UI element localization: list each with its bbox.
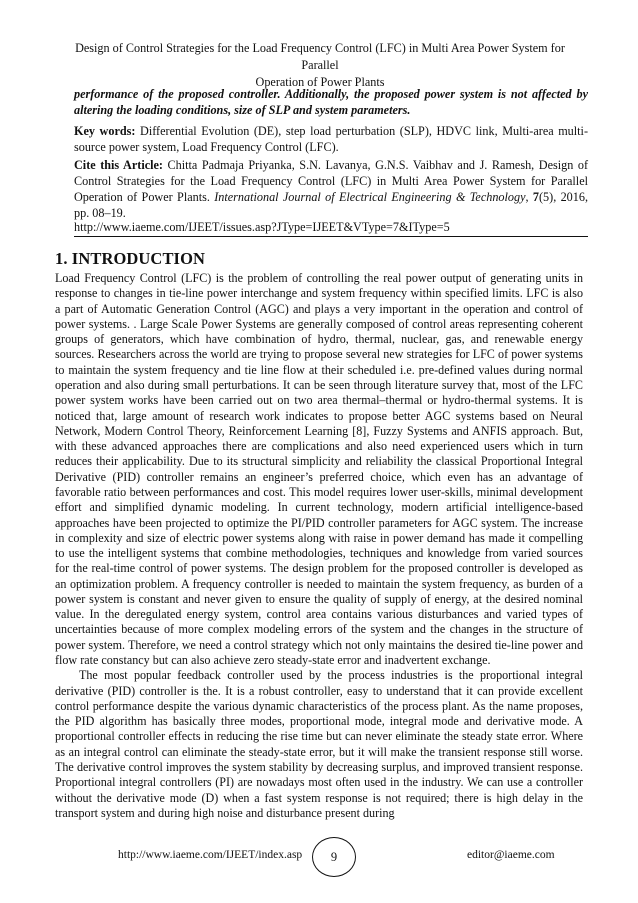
citation-issue-pages: (5), 2016, pp. 08–19. — [74, 190, 589, 220]
page-number — [312, 837, 356, 877]
page-number-text: 9 — [330, 849, 338, 864]
citation-url[interactable]: http://www.iaeme.com/IJEET/issues.asp?JType=IJEET&VType=7&IType=5 — [74, 220, 450, 234]
running-title-line2: Operation of Power Plants — [255, 75, 385, 89]
paragraph-1: Load Frequency Control (LFC) is the problem of controlling the real power output of generating units in response to changes in tie-line power interchange and system frequency within specified limits. LFC is also a part of Automatic Generation Control (AGC) and plays a very important in the operation and control of power systems. . Large Scale Power Systems are generally composed of control areas representing coherent groups of generators, which have combination of hydro, thermal, nuclear, gas, and renewable energy sources. Researchers across the world are trying to propose several new strategies for LFC of power systems to maintain the system frequency and tie line flow at their scheduled i.e. pre-defined values during normal operation and also during small perturbations. It can be seen through literature survey that, most of the LFC power system works have been carried out on two area thermal–thermal or hydro-thermal systems. It is noticed that, large amount of research work indicates to propose better AGC systems based on Neural Network, Modern Control Theory, Reinforcement Learning [8], Fuzzy Systems and ANFIS approach. But, with these advanced approaches there are complications and also need experienced users which in turn reduces their applicability. Due to its structural simplicity and reliability the classical Proportional Integral Derivative (PID) controller remains an engineer’s preferred choice, which even has an advantage of favorable ratio between performances and cost. This model requires lower user-skills, minimal development effort and simplified dynamic modeling. In current technology, modern artificial intelligence-based approaches have been projected to optimize the PI/PID controller parameters for AGC system. The increase in complexity and size of electric power systems along with raise in power demand has made it compelling to use the intelligent systems that combine methodologies, techniques and knowledge from varied sources for the real-time control of power systems. The design problem for the proposed controller is developed as an optimization problem. A frequency controller is needed to maintain the system frequency, as burden of a power system is constant and never given to ensure the quality of supply of energy, at the desired nominal value. In the deregulated energy system, control area contains various disturbances and varied types of uncertainties because of more complex modeling errors of the system and the changes in the structure of power system. Therefore, we need a control strategy which not only maintains the desired tie-line power and flow rate constancy but can also achieve zero steady-state error and inadvertent exchange. — [55, 271, 583, 668]
abstract-tail: performance of the proposed controller. Additionally, the proposed power system is not affected by altering the loading conditions, size of SLP and system parameters. — [74, 87, 588, 117]
paragraph-2: The most popular feedback controller used by the process industries is the proportional integral derivative (PID) controller is the. It is a robust controller, easy to understand that it can provide excellent control performance despite the various dynamic characteristics of the process plant. As the name proposes, the PID algorithm has basically three modes, proportional mode, integral mode and derivative mode. A proportional controller effects in reducing the rise time but can never eliminate the steady state error. Where as an integral control can eliminate the steady-state error, but it will make the transient response still worse. The derivative control improves the system stability by decreasing surplus, and improved transient response. Proportional integral controllers (PI) are nowadays most often used in the industry. We can use a controller without the derivative mode (D) when a fast system response is not required; there is high delay in the transport system and during high noise and disturbance present during — [55, 668, 583, 820]
citation-journal: International Journal of Electrical Engineering & Technology — [214, 190, 526, 204]
keywords-text: Differential Evolution (DE), step load perturbation (SLP), HDVC link, Multi-area multi-source power system, Load Frequency Control (LFC). — [74, 124, 588, 154]
section-heading: 1. INTRODUCTION — [55, 249, 206, 268]
citation: Cite this Article: Chitta Padmaja Priyanka, S.N. Lavanya, G.N.S. Vaibhav and J. Ramesh, Design of Control Strategies for the Load Frequency Control (LFC) in Multi Area Power System for Parallel Operation of Power Plants. International Journal of Electrical Engineering & Technology, 7(5), 2016, pp. 08–19. — [74, 158, 589, 220]
divider-rule — [74, 236, 588, 237]
footer-url[interactable]: http://www.iaeme.com/IJEET/index.asp — [118, 849, 303, 861]
keywords-label: Key words: — [74, 124, 136, 138]
citation-volume: 7 — [532, 190, 539, 204]
section-body — [55, 271, 583, 821]
citation-label: Cite this Article: — [74, 158, 163, 172]
running-title-line1: Design of Control Strategies for the Load Frequency Control (LFC) in Multi Area Power System for Parallel — [75, 41, 565, 72]
running-header — [60, 40, 580, 91]
keywords — [74, 123, 588, 155]
footer-email[interactable]: editor@iaeme.com — [467, 849, 555, 861]
citation-authors-title: Chitta Padmaja Priyanka, S.N. Lavanya, G.N.S. Vaibhav and J. Ramesh, Design of Control Strategies for the Load Frequency Control (LFC) in Multi Area Power System for Parallel Operation of Power Plants. — [74, 158, 588, 204]
